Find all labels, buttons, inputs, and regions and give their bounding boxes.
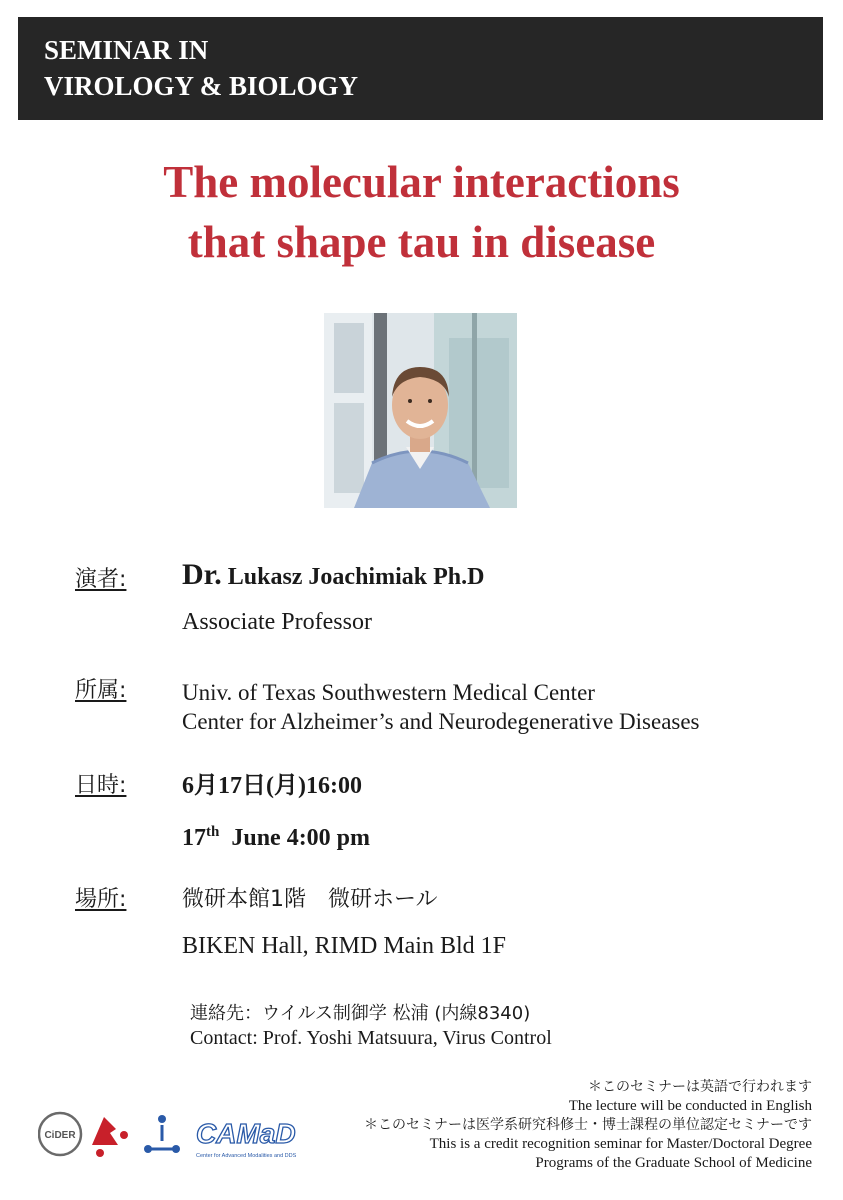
rimd-logo-icon (92, 1117, 128, 1157)
datetime-rest: June 4:00 pm (231, 825, 371, 851)
note-credit-en-1: This is a credit recognition seminar for Master/Doctoral Degree (429, 1136, 812, 1152)
notes-block (364, 1078, 812, 1173)
contact-en: Contact: Prof. Yoshi Matsuura, Virus Control (190, 1027, 552, 1049)
title-line-2: that shape tau in disease (187, 217, 656, 267)
camad-logo (196, 1118, 297, 1159)
speaker-name-line (182, 560, 484, 592)
affiliation-line-2: Center for Alzheimer’s and Neurodegenerative Diseases (182, 709, 700, 734)
logos (38, 1105, 300, 1163)
venue-en: BIKEN Hall, RIMD Main Bld 1F (182, 933, 506, 959)
note-credit-en-2: Programs of the Graduate School of Medicine (535, 1155, 812, 1171)
venue-jp: 微研本館1階 微研ホール (182, 887, 438, 912)
note-language-jp: ＊このセミナーは英語で行われます (588, 1079, 812, 1095)
title-line-1: The molecular interactions (163, 157, 680, 207)
speaker-prefix: Dr. (182, 558, 222, 591)
note-language-en: The lecture will be conducted in English (568, 1098, 812, 1114)
speaker-photo (324, 313, 517, 508)
speaker-position: Associate Professor (182, 609, 372, 635)
contact-block (190, 1002, 552, 1050)
datetime-en (182, 817, 370, 853)
contact-jp: 連絡先：ウイルス制御学 松浦 (内線8340) (190, 1003, 531, 1024)
datetime-jp: 6月17日(月)16:00 (182, 773, 362, 799)
camad-logo-text: CAMaD (196, 1118, 296, 1149)
datetime-suffix: th (206, 824, 220, 840)
molecule-logo-icon (144, 1115, 180, 1153)
note-credit-jp: ＊このセミナーは医学系研究科修士・博士課程の単位認定セミナーです (364, 1117, 812, 1133)
affiliation-text (182, 678, 700, 736)
speaker-label: 演者: (75, 567, 127, 592)
header-line-1: SEMINAR IN (44, 35, 209, 65)
header-line-2: VIROLOGY & BIOLOGY (44, 71, 359, 101)
affiliation-line-1: Univ. of Texas Southwestern Medical Center (182, 680, 595, 705)
speaker-portrait-image (324, 313, 517, 508)
venue-label: 場所: (75, 887, 127, 912)
datetime-label: 日時: (75, 773, 127, 798)
camad-logo-subtitle: Center for Advanced Modalities and DDS (196, 1153, 297, 1159)
cider-logo-text: CiDER (44, 1130, 76, 1141)
datetime-day: 17 (182, 825, 206, 851)
affiliation-label: 所属: (75, 678, 127, 703)
speaker-name: Lukasz Joachimiak Ph.D (227, 564, 485, 590)
header-band (18, 17, 823, 120)
cider-logo (39, 1113, 81, 1155)
seminar-title (0, 152, 843, 272)
